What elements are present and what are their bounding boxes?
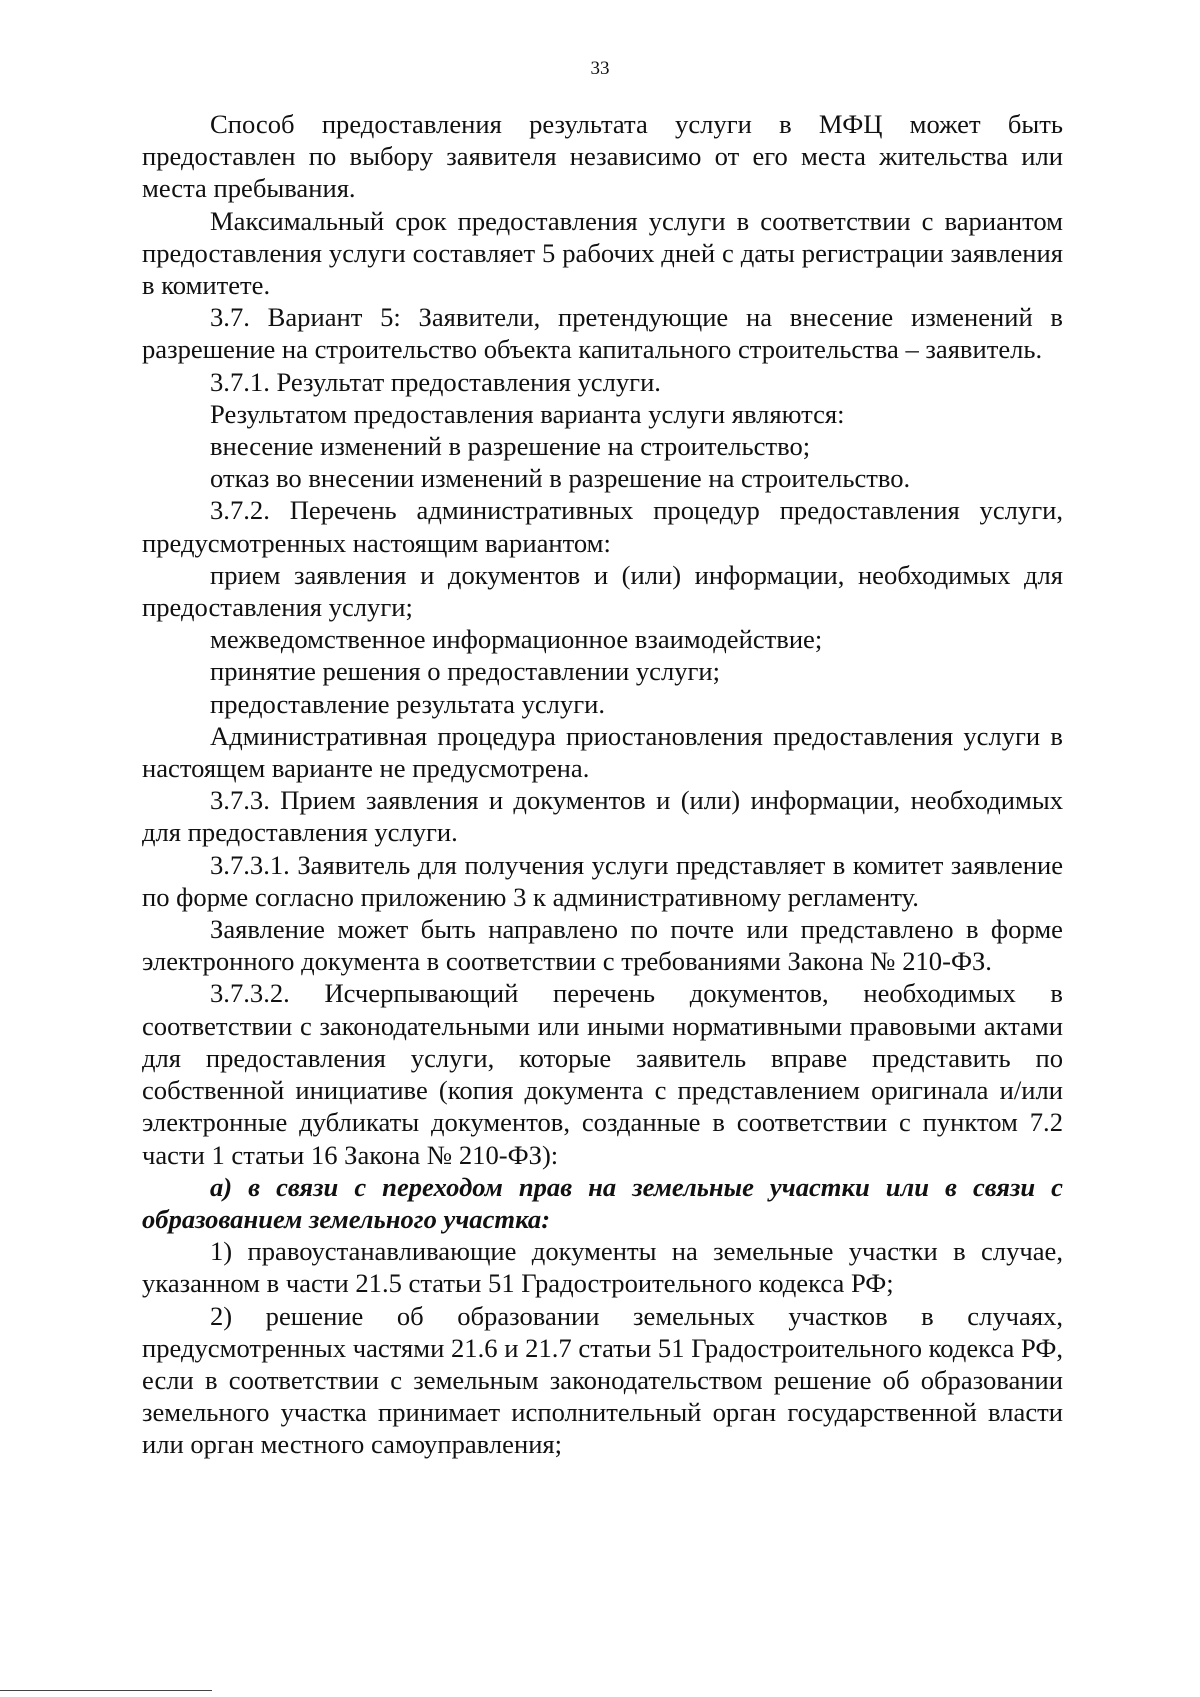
document-body [142,108,1063,1461]
paragraph: Способ предоставления результата услуги в МФЦ может быть предоставлен по выбору заявителя независимо от его места жительства или места пребывания. [142,109,1063,204]
list-item: 1) правоустанавливающие документы на земельные участки в случае, указанном в части 21.5 статьи 51 Градостроительного кодекса РФ; [142,1236,1063,1299]
paragraph: межведомственное информационное взаимодействие; [210,624,823,655]
paragraph: Заявление может быть направлено по почте или представлено в форме электронного документа в соответствии с требованиями Закона № 210-ФЗ. [142,914,1063,977]
paragraph: прием заявления и документов и (или) информации, необходимых для предоставления услуги; [142,559,1063,623]
paragraph: 3.7.2. Перечень административных процедур предоставления услуги, предусмотренных настоящим вариантом: [142,495,1063,558]
paragraph: принятие решения о предоставлении услуги; [210,656,721,687]
paragraph: 3.7.3. Прием заявления и документов и (или) информации, необходимых для предоставления услуги. [142,785,1063,848]
paragraph: предоставление результата услуги. [210,688,606,719]
paragraph: Результатом предоставления варианта услуги являются: [210,398,845,429]
page-number: 33 [590,58,610,79]
paragraph: 3.7.3.1. Заявитель для получения услуги представляет в комитет заявление по форме согласно приложению 3 к административному регламенту. [142,849,1063,912]
paragraph: внесение изменений в разрешение на строительство; [210,431,811,462]
list-item: 2) решение об образовании земельных участков в случаях, предусмотренных частями 21.6 и 21.7 статьи 51 Градостроительного кодекса РФ, если в соответствии с земельным законодательством решение об образовании земельного участка принимает исполнительный орган государственной власти или орган местного самоуправления; [142,1300,1063,1460]
subsection-heading: а) в связи с переходом прав на земельные участки или в связи с образованием земельного участка: [142,1171,1063,1234]
paragraph: 3.7.1. Результат предоставления услуги. [210,366,661,397]
paragraph: отказ во внесении изменений в разрешение на строительство. [210,463,911,494]
paragraph: 3.7.3.2. Исчерпывающий перечень документов, необходимых в соответствии с законодательными или иными нормативными правовыми актами для предоставления услуги, которые заявитель вправе представить по собственной инициативе (копия документа с представлением оригинала и/или электронные дубликаты документов, созданные в соответствии с пунктом 7.2 части 1 статьи 16 Закона № 210-ФЗ): [142,978,1063,1170]
footer-rule [0,1690,212,1691]
paragraph: Административная процедура приостановления предоставления услуги в настоящем варианте не предусмотрена. [142,720,1063,784]
paragraph: 3.7. Вариант 5: Заявители, претендующие на внесение изменений в разрешение на строительство объекта капитального строительства – заявитель. [142,302,1063,365]
paragraph: Максимальный срок предоставления услуги в соответствии с вариантом предоставления услуги составляет 5 рабочих дней с даты регистрации заявления в комитете. [142,205,1063,301]
